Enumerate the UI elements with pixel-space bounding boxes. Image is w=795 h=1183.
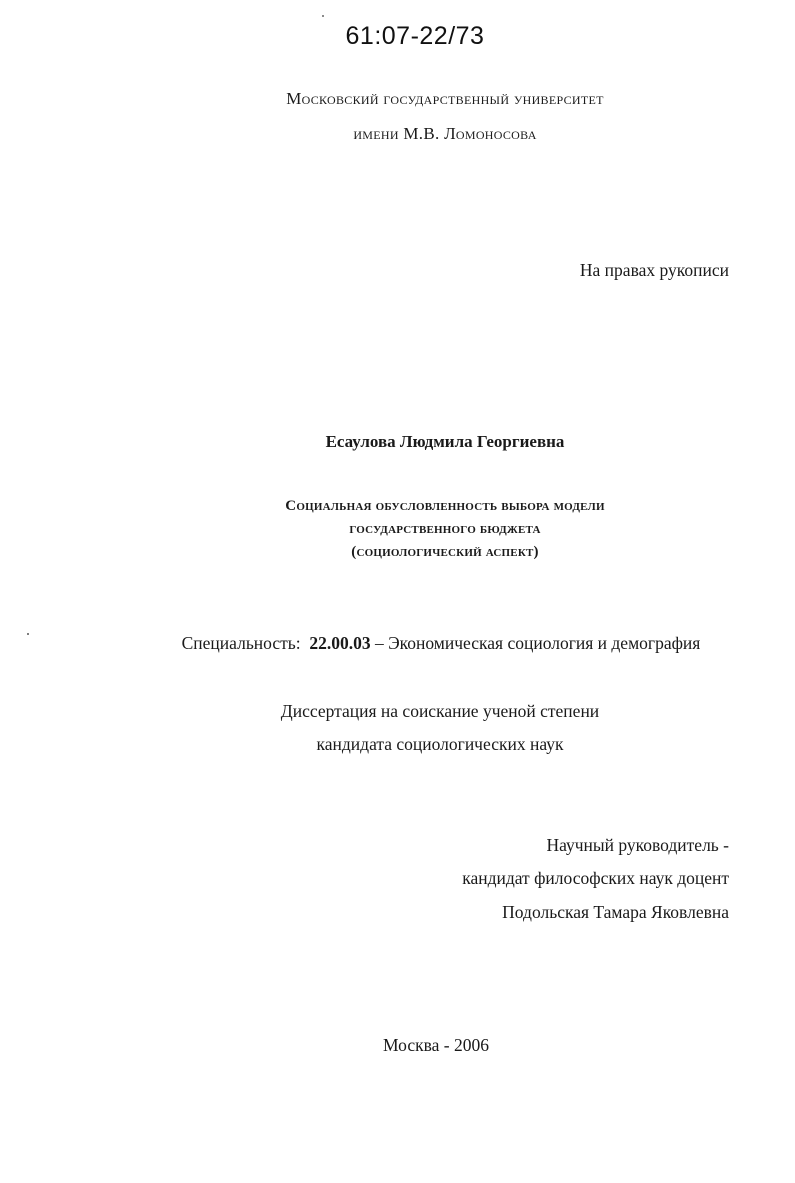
dissertation-line2: кандидата социологических наук <box>316 734 564 754</box>
author-name: Есаулова Людмила Георгиевна <box>325 432 565 451</box>
specialty-line <box>0 633 795 654</box>
supervisor-degree: кандидат философских наук доцент <box>462 868 729 888</box>
supervisor-role: Научный руководитель - <box>546 835 729 855</box>
university-name-suffix: имени М.В. Ломоносова <box>353 124 537 143</box>
rights-note: На правах рукописи <box>579 260 729 280</box>
archive-stamp: 61:07-22/73 <box>345 22 485 50</box>
specialty-code: 22.00.03 <box>309 633 371 653</box>
thesis-title-line3: (социологический аспект) <box>351 544 539 560</box>
thesis-title-line2: государственного бюджета <box>349 521 541 537</box>
supervisor-name: Подольская Тамара Яковлевна <box>502 902 729 922</box>
university-name: Московский государственный университет <box>286 89 604 108</box>
city-year: Москва - 2006 <box>383 1035 489 1055</box>
dissertation-line1: Диссертация на соискание ученой степени <box>280 701 600 721</box>
scan-speck <box>322 15 324 17</box>
thesis-title-line1: Социальная обусловленность выбора модели <box>285 498 605 514</box>
specialty-label: Специальность: <box>181 633 301 653</box>
specialty-description: – Экономическая социология и демография <box>374 633 701 653</box>
